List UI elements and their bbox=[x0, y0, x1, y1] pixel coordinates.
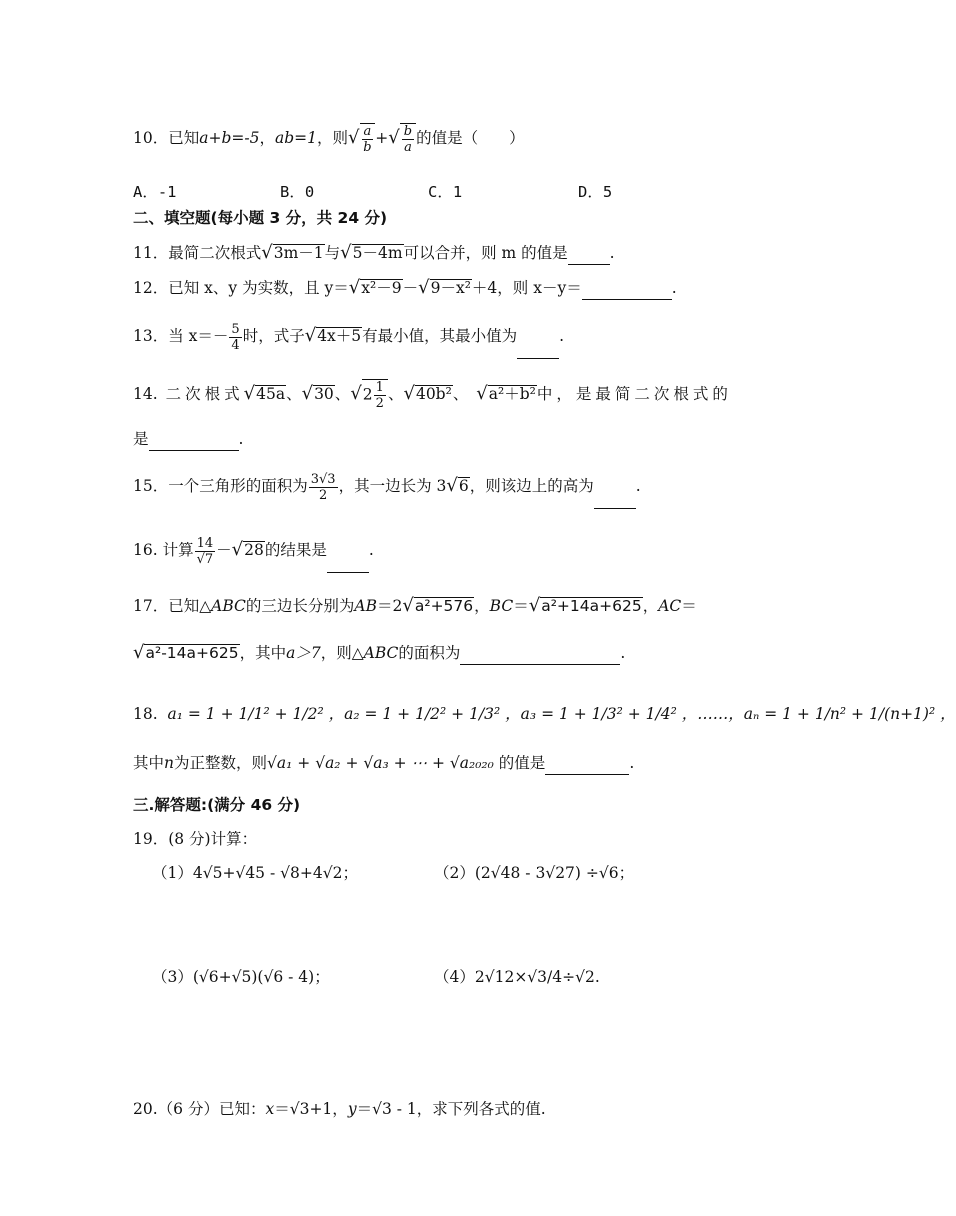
fraction: $\frac{5}{4}$ bbox=[231, 321, 240, 353]
option-c: C．1 bbox=[428, 183, 463, 201]
question-19-part3: （3）(√6+√5)(√6 - 4)； bbox=[152, 968, 330, 986]
answer-blank[interactable] bbox=[594, 464, 636, 509]
question-15: 15．一个三角形的面积为 $\frac{3√3}{2}$ ，其一边长为 3√6，则该边上的高为 . bbox=[133, 464, 641, 508]
question-18-cont: 其中n为正整数，则√a₁ + √a₂ + √a₃ + ⋯ + √a₂₀₂₀ 的值是 . bbox=[133, 752, 634, 775]
question-19-part2: （2）(2√48 - 3√27) ÷√6； bbox=[434, 864, 635, 882]
answer-blank[interactable] bbox=[517, 314, 559, 359]
question-17-cont: √a²-14a+625，其中a＞7，则△ABC的面积为 . bbox=[133, 642, 626, 663]
question-20: 20.（6 分）已知：x＝√3+1，y＝√3 - 1，求下列各式的值. bbox=[133, 1100, 546, 1118]
question-19-part4: （4）2√12×√3/4÷√2. bbox=[434, 968, 600, 986]
question-19: 19．(8 分)计算： bbox=[133, 830, 258, 848]
answer-blank[interactable] bbox=[582, 277, 672, 300]
answer-blank[interactable] bbox=[568, 242, 610, 265]
answer-blank[interactable] bbox=[327, 528, 369, 573]
answer-blank[interactable] bbox=[149, 428, 239, 451]
answer-blank[interactable] bbox=[545, 752, 629, 775]
fraction: $\frac{a}{b}$ bbox=[363, 123, 372, 155]
fraction: $\frac{b}{a}$ bbox=[403, 123, 413, 155]
option-b: B．0 bbox=[280, 183, 315, 201]
question-10: 10．已知a+b=-5，ab=1，则√ $\frac{a}{b}$ +√ $\frac{b}{a}$ 的值是（ ） bbox=[133, 123, 525, 155]
question-13: 13．当 x＝－ $\frac{5}{4}$ 时，式子√4x＋5有最小值，其最小值为 . bbox=[133, 314, 564, 358]
question-17: 17．已知△ABC的三边长分别为AB＝2√a²+576，BC＝√a²+14a+625，AC＝ bbox=[133, 595, 697, 616]
section-fill-in: 二、填空题(每小题 3 分，共 24 分) bbox=[133, 209, 388, 227]
answer-blank[interactable] bbox=[460, 642, 620, 665]
section-solutions: 三.解答题:(满分 46 分) bbox=[133, 796, 301, 814]
question-18: 18. a₁ = 1 + 1/1² + 1/2² ，a₂ = 1 + 1/2² + 1/3² ，a₃ = 1 + 1/3² + 1/4² ，……，aₙ = 1 + 1/n² + 1/(n+1)² ， bbox=[133, 705, 956, 723]
question-19-part1: （1）4√5+√45 - √8+4√2； bbox=[152, 864, 358, 882]
fraction: $\frac{3√3}{2}$ bbox=[310, 471, 336, 503]
option-d: D．5 bbox=[578, 183, 613, 201]
option-a: A．-1 bbox=[133, 183, 177, 201]
question-16: 16. 计算 $\frac{14}{√7}$ －√28的结果是 . bbox=[133, 528, 374, 572]
question-12: 12．已知 x、y 为实数，且 y＝√x²－9－√9－x²＋4，则 x－y＝ . bbox=[133, 277, 677, 298]
question-14: 14. 二次根式√45a、√30、√2 $\frac{1}{2}$ 、√40b²、 √a²＋b²中，是最简二次根式的 bbox=[133, 379, 732, 411]
fraction: $\frac{14}{√7}$ bbox=[196, 535, 214, 567]
question-14-cont: 是 . bbox=[133, 428, 243, 451]
fraction: $\frac{1}{2}$ bbox=[375, 379, 384, 411]
question-11: 11．最简二次根式√3m－1与√5－4m可以合并，则 m 的值是 . bbox=[133, 242, 615, 263]
